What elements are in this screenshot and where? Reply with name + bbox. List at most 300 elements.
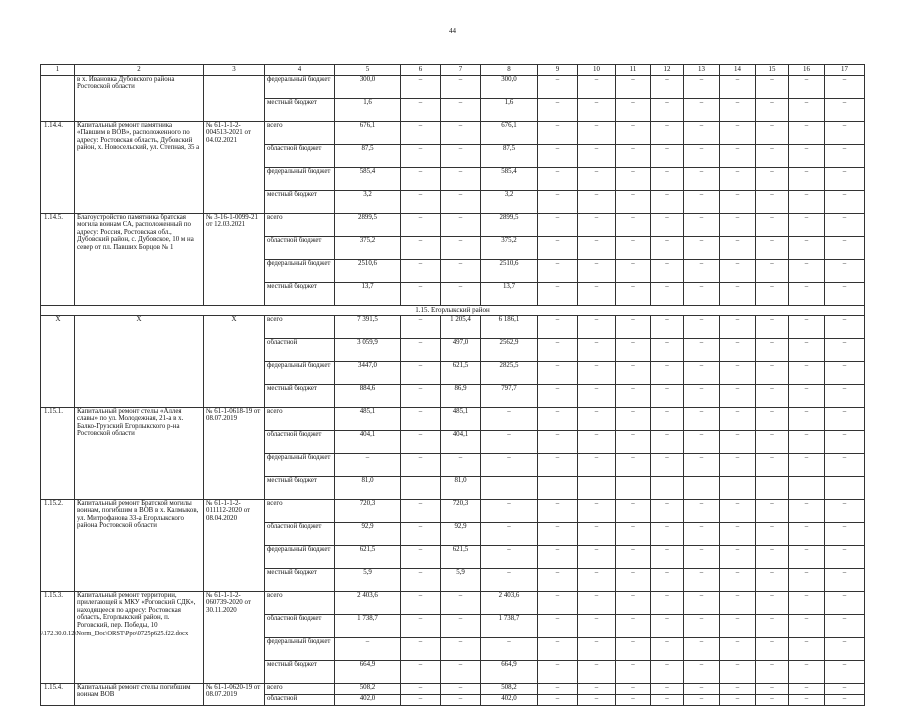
value-cell: – bbox=[756, 592, 789, 615]
value-cell: – bbox=[578, 615, 616, 638]
value-cell: – bbox=[651, 408, 684, 431]
funding-source: федеральный бюджет bbox=[265, 76, 335, 99]
value-cell: – bbox=[578, 523, 616, 546]
value-cell: – bbox=[578, 569, 616, 592]
value-cell: – bbox=[720, 695, 756, 706]
value-cell: – bbox=[720, 408, 756, 431]
value-cell: – bbox=[538, 191, 578, 214]
value-cell: – bbox=[789, 546, 825, 569]
value-cell: 13,7 bbox=[335, 283, 401, 306]
value-cell: – bbox=[578, 122, 616, 145]
value-cell: 720,3 bbox=[335, 500, 401, 523]
value-cell: – bbox=[578, 695, 616, 706]
value-cell: – bbox=[756, 191, 789, 214]
value-cell: – bbox=[616, 454, 651, 477]
value-cell: – bbox=[825, 99, 865, 122]
value-cell: – bbox=[578, 684, 616, 695]
funding-source: всего bbox=[265, 214, 335, 237]
value-cell: – bbox=[538, 122, 578, 145]
item-name: Благоустройство памятника братская могила воинам СА, расположенный по адресу: Россия, Ростовская обл., Дубовский район, с. Дубовское, 10 м на север от пл. Павших Борцов № 1 bbox=[75, 214, 204, 306]
value-cell: 2 403,6 bbox=[335, 592, 401, 615]
value-cell: – bbox=[789, 695, 825, 706]
value-cell: – bbox=[401, 500, 441, 523]
value-cell: – bbox=[538, 695, 578, 706]
value-cell: – bbox=[651, 260, 684, 283]
value-cell: – bbox=[538, 76, 578, 99]
value-cell: – bbox=[401, 523, 441, 546]
value-cell: 375,2 bbox=[335, 237, 401, 260]
item-number: 1.15.4. bbox=[41, 684, 75, 706]
value-cell: – bbox=[401, 454, 441, 477]
value-cell: – bbox=[401, 638, 441, 661]
value-cell: – bbox=[578, 168, 616, 191]
page-number: 44 bbox=[449, 27, 456, 35]
value-cell: – bbox=[684, 283, 720, 306]
value-cell: – bbox=[616, 500, 651, 523]
value-cell: 508,2 bbox=[481, 684, 538, 695]
value-cell: 2510,6 bbox=[335, 260, 401, 283]
value-cell: – bbox=[651, 339, 684, 362]
value-cell: – bbox=[538, 546, 578, 569]
value-cell: – bbox=[684, 76, 720, 99]
value-cell: – bbox=[720, 638, 756, 661]
item-name: Капитальный ремонт стелы погибшим воинам ВОВ bbox=[75, 684, 204, 706]
value-cell: 3 059,9 bbox=[335, 339, 401, 362]
value-cell: – bbox=[578, 638, 616, 661]
value-cell: – bbox=[481, 569, 538, 592]
value-cell: – bbox=[578, 283, 616, 306]
value-cell: – bbox=[616, 99, 651, 122]
value-cell: 797,7 bbox=[481, 385, 538, 408]
value-cell bbox=[401, 477, 441, 500]
value-cell: – bbox=[578, 546, 616, 569]
value-cell: – bbox=[720, 76, 756, 99]
value-cell: – bbox=[825, 283, 865, 306]
value-cell: – bbox=[616, 283, 651, 306]
value-cell: – bbox=[538, 523, 578, 546]
value-cell: – bbox=[616, 339, 651, 362]
value-cell: – bbox=[441, 615, 481, 638]
value-cell: 2825,5 bbox=[481, 362, 538, 385]
value-cell: – bbox=[684, 569, 720, 592]
value-cell: – bbox=[720, 592, 756, 615]
value-cell: – bbox=[401, 76, 441, 99]
value-cell: 1 738,7 bbox=[335, 615, 401, 638]
value-cell: – bbox=[684, 638, 720, 661]
value-cell: – bbox=[720, 500, 756, 523]
value-cell: – bbox=[538, 592, 578, 615]
value-cell: – bbox=[651, 569, 684, 592]
value-cell: – bbox=[789, 523, 825, 546]
value-cell: – bbox=[825, 362, 865, 385]
value-cell: 5,9 bbox=[335, 569, 401, 592]
item-name: Капитальный ремонт памятника «Павшим в ВОВ», расположенного по адресу: Ростовская область, Дубовский район, х. Новосельский, ул. Степная, 35 а bbox=[75, 122, 204, 214]
value-cell bbox=[651, 477, 684, 500]
value-cell: – bbox=[481, 638, 538, 661]
value-cell: – bbox=[441, 191, 481, 214]
value-cell: 508,2 bbox=[335, 684, 401, 695]
value-cell: – bbox=[538, 638, 578, 661]
value-cell: – bbox=[756, 122, 789, 145]
value-cell: – bbox=[720, 523, 756, 546]
value-cell: – bbox=[825, 523, 865, 546]
value-cell: – bbox=[578, 145, 616, 168]
value-cell: – bbox=[720, 237, 756, 260]
value-cell: 92,9 bbox=[441, 523, 481, 546]
value-cell bbox=[684, 477, 720, 500]
value-cell: – bbox=[789, 385, 825, 408]
value-cell: – bbox=[756, 523, 789, 546]
value-cell: – bbox=[684, 316, 720, 339]
value-cell: 720,3 bbox=[441, 500, 481, 523]
value-cell: – bbox=[684, 431, 720, 454]
funding-source: всего bbox=[265, 684, 335, 695]
column-header: 9 bbox=[538, 65, 578, 76]
value-cell: 7 391,5 bbox=[335, 316, 401, 339]
value-cell: – bbox=[684, 592, 720, 615]
value-cell: – bbox=[401, 362, 441, 385]
document-number: Х bbox=[204, 316, 265, 408]
value-cell: – bbox=[684, 145, 720, 168]
value-cell: – bbox=[578, 408, 616, 431]
value-cell: 3,2 bbox=[335, 191, 401, 214]
value-cell: – bbox=[401, 283, 441, 306]
value-cell: – bbox=[756, 454, 789, 477]
funding-source: местный бюджет bbox=[265, 569, 335, 592]
value-cell: 402,0 bbox=[481, 695, 538, 706]
value-cell: – bbox=[578, 592, 616, 615]
item-name: Х bbox=[75, 316, 204, 408]
value-cell: – bbox=[401, 408, 441, 431]
item-name: Капитальный ремонт стелы «Аллея славы» по ул. Молодежная, 21-а в х. Балко-Грузский Егорлыкского р-на Ростовской области bbox=[75, 408, 204, 500]
value-cell: – bbox=[756, 168, 789, 191]
value-cell: – bbox=[684, 362, 720, 385]
value-cell: – bbox=[825, 76, 865, 99]
value-cell: – bbox=[538, 615, 578, 638]
value-cell: – bbox=[538, 283, 578, 306]
value-cell: – bbox=[651, 99, 684, 122]
header-row bbox=[41, 65, 865, 76]
value-cell: – bbox=[825, 684, 865, 695]
value-cell: – bbox=[684, 99, 720, 122]
value-cell: – bbox=[684, 260, 720, 283]
section-title: 1.15. Егорлыкский район bbox=[41, 306, 865, 316]
funding-source: местный бюджет bbox=[265, 477, 335, 500]
value-cell: – bbox=[616, 145, 651, 168]
document-number: № 3-16-1-0099-21 от 12.03.2021 bbox=[204, 214, 265, 306]
value-cell: 300,0 bbox=[335, 76, 401, 99]
value-cell: – bbox=[401, 214, 441, 237]
value-cell: – bbox=[720, 684, 756, 695]
item-number: 1.14.4. bbox=[41, 122, 75, 214]
value-cell: – bbox=[401, 168, 441, 191]
funding-source: областной bbox=[265, 695, 335, 706]
value-cell: – bbox=[651, 592, 684, 615]
value-cell: – bbox=[538, 168, 578, 191]
value-cell: 404,1 bbox=[441, 431, 481, 454]
value-cell: – bbox=[651, 385, 684, 408]
value-cell: – bbox=[481, 454, 538, 477]
value-cell: – bbox=[756, 99, 789, 122]
value-cell: 485,1 bbox=[335, 408, 401, 431]
value-cell bbox=[789, 477, 825, 500]
funding-source: местный бюджет bbox=[265, 385, 335, 408]
funding-source: федеральный бюджет bbox=[265, 454, 335, 477]
column-header: 1 bbox=[41, 65, 75, 76]
value-cell: – bbox=[756, 339, 789, 362]
value-cell: 3,2 bbox=[481, 191, 538, 214]
value-cell: – bbox=[441, 695, 481, 706]
value-cell: – bbox=[825, 431, 865, 454]
value-cell: 497,0 bbox=[441, 339, 481, 362]
value-cell: – bbox=[401, 260, 441, 283]
value-cell: – bbox=[720, 145, 756, 168]
value-cell: – bbox=[651, 76, 684, 99]
value-cell: 621,5 bbox=[335, 546, 401, 569]
value-cell: – bbox=[684, 454, 720, 477]
value-cell: – bbox=[616, 316, 651, 339]
item-number: 1.15.3. bbox=[41, 592, 75, 684]
value-cell: 13,7 bbox=[481, 283, 538, 306]
item-number: 1.14.5. bbox=[41, 214, 75, 306]
document-number: № 61-1-1-2-011112-2020 от 08.04.2020 bbox=[204, 500, 265, 592]
value-cell: – bbox=[538, 408, 578, 431]
value-cell: – bbox=[756, 684, 789, 695]
value-cell: 1,6 bbox=[481, 99, 538, 122]
table-row bbox=[41, 214, 865, 237]
funding-source: федеральный бюджет bbox=[265, 546, 335, 569]
value-cell: – bbox=[825, 615, 865, 638]
value-cell: – bbox=[651, 283, 684, 306]
value-cell: – bbox=[538, 237, 578, 260]
value-cell: – bbox=[684, 168, 720, 191]
value-cell: – bbox=[684, 339, 720, 362]
value-cell: – bbox=[684, 500, 720, 523]
value-cell: – bbox=[401, 237, 441, 260]
value-cell: – bbox=[720, 569, 756, 592]
value-cell: – bbox=[441, 214, 481, 237]
value-cell: 5,9 bbox=[441, 569, 481, 592]
value-cell: 3447,0 bbox=[335, 362, 401, 385]
value-cell: 402,0 bbox=[335, 695, 401, 706]
funding-source: федеральный бюджет bbox=[265, 362, 335, 385]
value-cell: – bbox=[789, 145, 825, 168]
value-cell: – bbox=[401, 615, 441, 638]
value-cell: – bbox=[720, 431, 756, 454]
value-cell: – bbox=[401, 431, 441, 454]
value-cell: – bbox=[616, 523, 651, 546]
table-row bbox=[41, 408, 865, 431]
value-cell: – bbox=[651, 191, 684, 214]
funding-source: местный бюджет bbox=[265, 283, 335, 306]
value-cell: – bbox=[616, 214, 651, 237]
value-cell: – bbox=[825, 316, 865, 339]
table-row bbox=[41, 592, 865, 615]
column-header: 7 bbox=[441, 65, 481, 76]
value-cell: 664,9 bbox=[335, 661, 401, 684]
value-cell: – bbox=[578, 454, 616, 477]
value-cell: – bbox=[756, 500, 789, 523]
value-cell: – bbox=[651, 362, 684, 385]
value-cell: – bbox=[578, 661, 616, 684]
value-cell: – bbox=[825, 661, 865, 684]
value-cell: – bbox=[825, 339, 865, 362]
table-row bbox=[41, 684, 865, 695]
value-cell bbox=[756, 477, 789, 500]
value-cell: – bbox=[720, 260, 756, 283]
value-cell: – bbox=[401, 191, 441, 214]
value-cell: – bbox=[789, 615, 825, 638]
value-cell: – bbox=[441, 145, 481, 168]
value-cell: 87,5 bbox=[335, 145, 401, 168]
value-cell: 1 738,7 bbox=[481, 615, 538, 638]
value-cell: 81,0 bbox=[441, 477, 481, 500]
value-cell: – bbox=[684, 408, 720, 431]
value-cell: – bbox=[825, 260, 865, 283]
value-cell: – bbox=[538, 684, 578, 695]
value-cell: – bbox=[538, 385, 578, 408]
funding-source: областной бюджет bbox=[265, 431, 335, 454]
value-cell: 404,1 bbox=[335, 431, 401, 454]
value-cell: – bbox=[756, 283, 789, 306]
value-cell: – bbox=[825, 168, 865, 191]
value-cell: – bbox=[789, 592, 825, 615]
value-cell: 2510,6 bbox=[481, 260, 538, 283]
value-cell: 585,4 bbox=[481, 168, 538, 191]
column-header: 4 bbox=[265, 65, 335, 76]
value-cell: – bbox=[789, 362, 825, 385]
value-cell: – bbox=[684, 661, 720, 684]
funding-source: областной bbox=[265, 339, 335, 362]
value-cell: – bbox=[441, 684, 481, 695]
value-cell: 87,5 bbox=[481, 145, 538, 168]
column-header: 10 bbox=[578, 65, 616, 76]
value-cell: – bbox=[756, 385, 789, 408]
value-cell: 485,1 bbox=[441, 408, 481, 431]
value-cell: 375,2 bbox=[481, 237, 538, 260]
value-cell: – bbox=[756, 638, 789, 661]
value-cell: – bbox=[684, 191, 720, 214]
value-cell: – bbox=[401, 339, 441, 362]
value-cell: – bbox=[616, 431, 651, 454]
value-cell: 664,9 bbox=[481, 661, 538, 684]
value-cell: – bbox=[789, 661, 825, 684]
value-cell bbox=[720, 477, 756, 500]
funding-source: всего bbox=[265, 592, 335, 615]
value-cell: – bbox=[616, 661, 651, 684]
value-cell: – bbox=[789, 431, 825, 454]
value-cell: – bbox=[720, 362, 756, 385]
column-header: 12 bbox=[651, 65, 684, 76]
value-cell: – bbox=[651, 661, 684, 684]
value-cell: – bbox=[578, 99, 616, 122]
value-cell: – bbox=[441, 661, 481, 684]
value-cell: – bbox=[401, 661, 441, 684]
item-number: 1.15.1. bbox=[41, 408, 75, 500]
value-cell: – bbox=[441, 99, 481, 122]
value-cell: – bbox=[481, 500, 538, 523]
value-cell: – bbox=[401, 99, 441, 122]
column-header: 5 bbox=[335, 65, 401, 76]
funding-source: всего bbox=[265, 316, 335, 339]
value-cell: – bbox=[441, 638, 481, 661]
value-cell: – bbox=[720, 385, 756, 408]
value-cell: – bbox=[616, 191, 651, 214]
value-cell: – bbox=[401, 316, 441, 339]
value-cell: – bbox=[720, 283, 756, 306]
value-cell: – bbox=[538, 431, 578, 454]
value-cell: – bbox=[789, 638, 825, 661]
value-cell: – bbox=[720, 214, 756, 237]
value-cell: – bbox=[684, 523, 720, 546]
value-cell: – bbox=[651, 214, 684, 237]
document-number: № 61-1-0618-19 от 08.07.2019 bbox=[204, 408, 265, 500]
value-cell: – bbox=[825, 214, 865, 237]
value-cell: – bbox=[789, 454, 825, 477]
column-header: 13 bbox=[684, 65, 720, 76]
value-cell: – bbox=[756, 214, 789, 237]
value-cell: – bbox=[789, 76, 825, 99]
column-header: 11 bbox=[616, 65, 651, 76]
value-cell: – bbox=[441, 283, 481, 306]
value-cell: – bbox=[441, 592, 481, 615]
value-cell: – bbox=[684, 385, 720, 408]
value-cell: – bbox=[825, 454, 865, 477]
value-cell: – bbox=[651, 695, 684, 706]
value-cell bbox=[481, 477, 538, 500]
value-cell: – bbox=[756, 316, 789, 339]
value-cell: – bbox=[538, 316, 578, 339]
value-cell: – bbox=[578, 339, 616, 362]
value-cell: – bbox=[578, 214, 616, 237]
value-cell: – bbox=[616, 408, 651, 431]
value-cell bbox=[578, 477, 616, 500]
value-cell: – bbox=[651, 546, 684, 569]
column-header: 17 bbox=[825, 65, 865, 76]
funding-source: местный бюджет bbox=[265, 661, 335, 684]
value-cell: – bbox=[538, 362, 578, 385]
value-cell: – bbox=[401, 592, 441, 615]
value-cell: – bbox=[825, 546, 865, 569]
value-cell: – bbox=[789, 260, 825, 283]
value-cell: – bbox=[684, 615, 720, 638]
value-cell: – bbox=[578, 362, 616, 385]
value-cell: – bbox=[616, 122, 651, 145]
value-cell: – bbox=[651, 454, 684, 477]
value-cell: – bbox=[651, 237, 684, 260]
value-cell: – bbox=[651, 145, 684, 168]
funding-source: областной бюджет bbox=[265, 615, 335, 638]
value-cell: – bbox=[401, 145, 441, 168]
value-cell: – bbox=[441, 76, 481, 99]
value-cell: – bbox=[335, 454, 401, 477]
value-cell: – bbox=[538, 99, 578, 122]
document-number bbox=[204, 76, 265, 122]
table-body bbox=[41, 65, 865, 706]
value-cell: – bbox=[756, 76, 789, 99]
value-cell: – bbox=[720, 339, 756, 362]
value-cell: – bbox=[789, 408, 825, 431]
column-header: 8 bbox=[481, 65, 538, 76]
value-cell: – bbox=[789, 316, 825, 339]
value-cell: – bbox=[441, 122, 481, 145]
value-cell: – bbox=[756, 260, 789, 283]
value-cell: – bbox=[825, 385, 865, 408]
value-cell: – bbox=[538, 661, 578, 684]
value-cell: – bbox=[720, 546, 756, 569]
funding-source: областной бюджет bbox=[265, 145, 335, 168]
column-header: 14 bbox=[720, 65, 756, 76]
